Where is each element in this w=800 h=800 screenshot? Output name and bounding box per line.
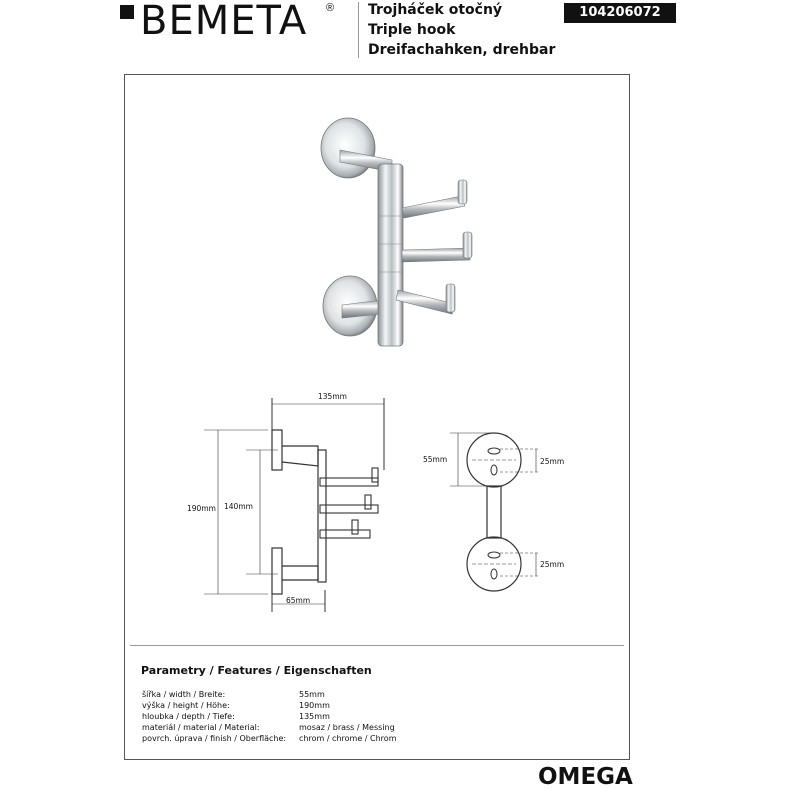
feature-label-finish: povrch. úprava / finish / Oberfläche: [142,734,287,743]
feature-value-material: mosaz / brass / Messing [299,723,395,732]
brand-logo: BEMETA [140,0,308,44]
features-divider [130,645,624,646]
dim-height-label: 190mm [187,504,216,513]
features-title: Parametry / Features / Eigenschaften [141,664,372,677]
feature-value-width: 55mm [299,690,325,699]
dim-hole-top-label: 25mm [540,457,565,466]
title-cz: Trojháček otočný [368,2,503,18]
dim-rosette-label: 55mm [423,455,448,464]
feature-label-width: šířka / width / Breite: [142,690,226,699]
dim-depth-label: 65mm [286,596,311,605]
feature-label-material: materiál / material / Material: [142,723,260,732]
front-view-drawing [450,433,540,591]
feature-label-depth: hloubka / depth / Tiefe: [142,712,235,721]
product-code: 104206072 [564,3,676,23]
registered-mark: ® [326,2,335,14]
product-photo [321,118,472,346]
dim-width-label: 135mm [318,392,347,401]
feature-value-height: 190mm [299,701,330,710]
feature-value-finish: chrom / chrome / Chrom [299,734,397,743]
title-en: Triple hook [368,22,456,38]
title-de: Dreifachahken, drehbar [368,42,556,58]
series-name: OMEGA [538,764,633,790]
dim-mount-label: 140mm [224,502,253,511]
feature-label-height: výška / height / Höhe: [142,701,230,710]
dim-hole-bottom-label: 25mm [540,560,565,569]
feature-value-depth: 135mm [299,712,330,721]
